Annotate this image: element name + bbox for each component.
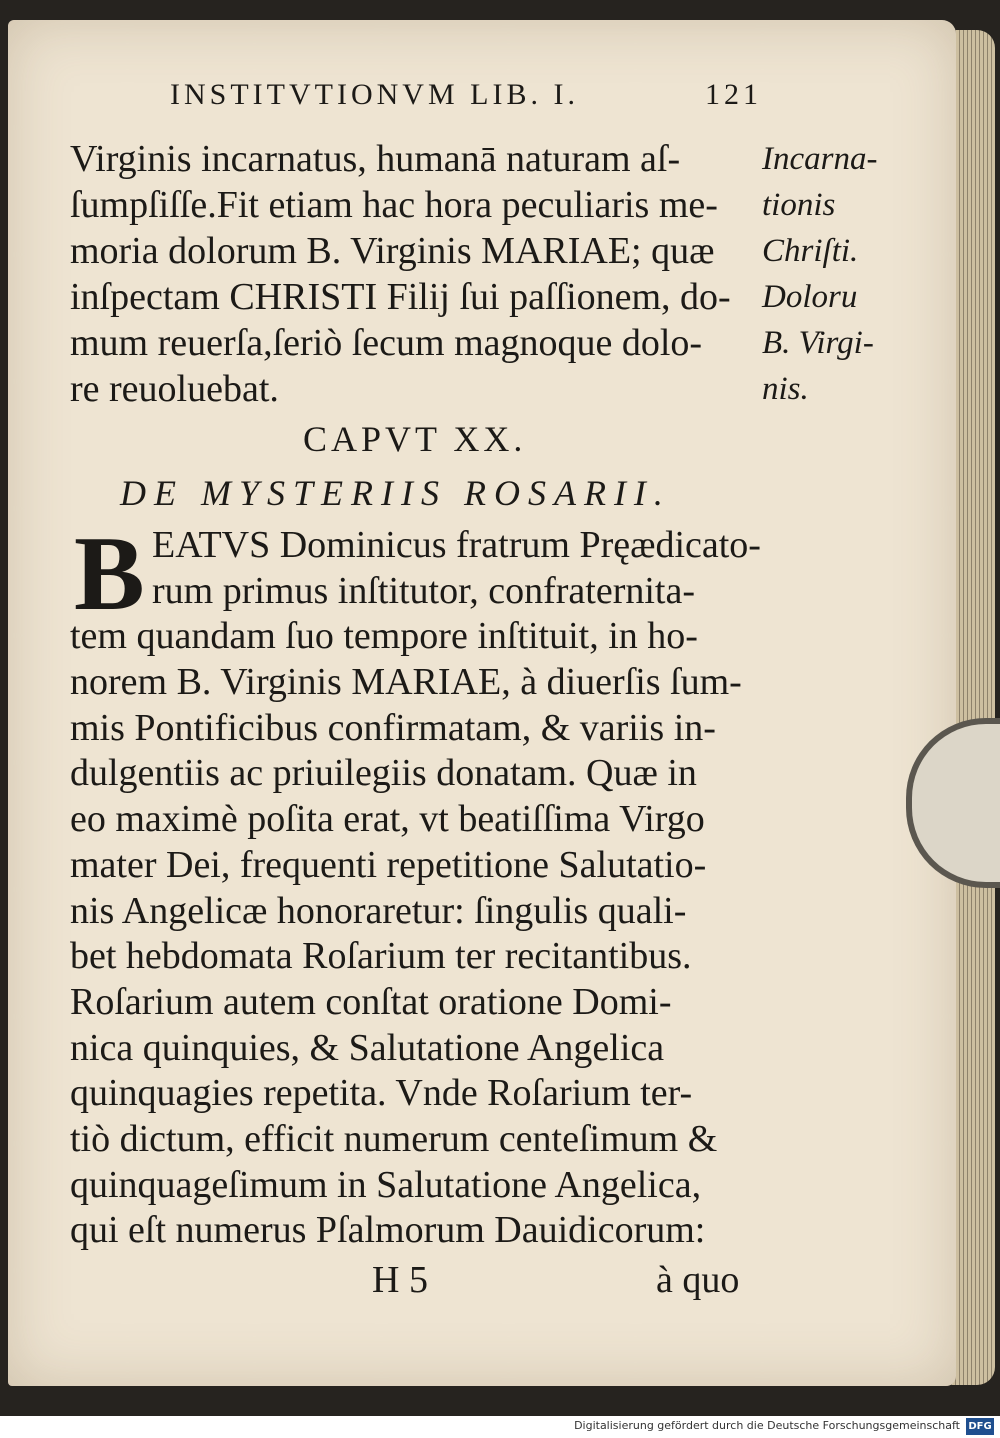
text-line: qui eſt numerus Pſalmorum Dauidicorum: [70, 1209, 706, 1252]
text-line: tiò dictum, efficit numerum centeſimum & [70, 1117, 718, 1160]
text-line: ſumpſiſſe.Fit etiam hac hora peculiaris me- [70, 184, 718, 226]
marginal-note-line: nis. [762, 371, 809, 407]
text-line: Roſarium autem conſtat oratione Domi- [70, 980, 672, 1023]
text-line: nica quinquies, & Salutatione Angelica [70, 1026, 665, 1069]
text-line: re reuoluebat. [70, 368, 279, 410]
text-line: moria dolorum B. Virginis MARIAE; quæ [70, 230, 715, 272]
text-line: mater Dei, frequenti repetitione Salutatio- [70, 843, 707, 886]
text-line: mis Pontificibus confirmatam, & variis in- [70, 706, 716, 749]
chapter-heading: CAPVT XX. [303, 419, 527, 459]
text-line: nis Angelicæ honoraretur: ſingulis quali- [70, 889, 687, 932]
signature-mark: H 5 [372, 1259, 428, 1301]
marginal-note [762, 136, 932, 412]
marginal-note-line: Doloru [762, 279, 858, 315]
text-line: dulgentiis ac priuilegiis donatam. Quæ in [70, 752, 697, 795]
dfg-logo: DFG [966, 1418, 994, 1435]
marginal-note-line: Chriſti. [762, 233, 859, 269]
running-head [170, 78, 770, 112]
body-text-top [70, 136, 770, 412]
running-title: INSTITVTIONVM LIB. I. [170, 78, 579, 111]
marginal-note-line: B. Virgi- [762, 325, 874, 361]
marginal-note-line: Incarna- [762, 141, 878, 177]
credit-bar [0, 1416, 1000, 1438]
catchword: à quo [656, 1259, 740, 1301]
drop-capital: B [74, 515, 145, 632]
text-line: eo maximè poſita erat, vt beatiſſima Virgo [70, 798, 705, 841]
marginal-note-line: tionis [762, 187, 836, 223]
text-line: norem B. Virginis MARIAE, à diuerſis ſum- [70, 661, 742, 704]
body-text-main [70, 515, 770, 1254]
text-line: quinquageſimum in Salutatione Angelica, [70, 1163, 702, 1206]
text-line: tem quandam ſuo tempore inſtituit, in ho- [70, 615, 698, 658]
text-line: mum reuerſa,ſeriò ſecum magnoque dolo- [70, 322, 703, 364]
chapter-subtitle: DE MYSTERIIS ROSARII. [120, 473, 671, 513]
credit-text: Digitalisierung gefördert durch die Deutsche Forschungsgemeinschaft [574, 1419, 960, 1432]
text-line: quinquagies repetita. Vnde Roſarium ter- [70, 1072, 693, 1115]
text-line: EATVS Dominicus fratrum Pręædicato- [152, 524, 761, 566]
text-line: bet hebdomata Roſarium ter recitantibus. [70, 935, 692, 978]
page-number: 121 [705, 78, 762, 111]
text-line: rum primus inſtitutor, confraternita- [152, 569, 696, 612]
text-line: Virginis incarnatus, humanā naturam aſ- [70, 138, 681, 180]
text-line: inſpectam CHRISTI Filij ſui paſſionem, do- [70, 276, 731, 318]
